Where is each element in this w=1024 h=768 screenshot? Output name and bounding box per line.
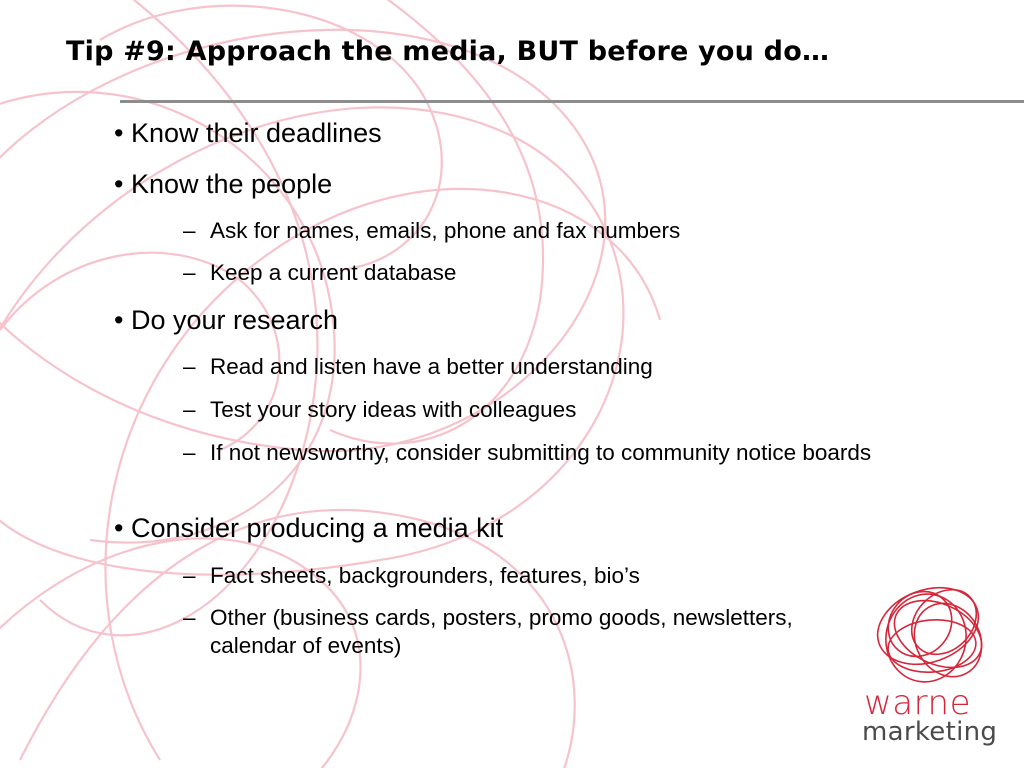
sub-bullet-text: Read and listen have a better understanding <box>210 354 653 379</box>
sub-bullet-text: Ask for names, emails, phone and fax numbers <box>210 218 681 243</box>
dash-marker: – <box>183 397 196 422</box>
sub-bullet <box>183 217 963 245</box>
sub-bullet-text: Other (business cards, posters, promo goods, newsletters, calendar of events) <box>210 605 793 658</box>
sub-bullet-text: Keep a current database <box>210 260 457 285</box>
sub-bullet <box>183 396 963 424</box>
sub-bullet <box>183 439 963 467</box>
dash-marker: – <box>183 605 196 630</box>
sub-bullet <box>183 562 963 590</box>
dash-marker: – <box>183 218 196 243</box>
sub-bullet <box>183 353 963 381</box>
bullet-do-research: • Do your research <box>114 305 339 335</box>
dash-marker: – <box>183 440 196 465</box>
bullet-media-kit: • Consider producing a media kit <box>114 513 504 543</box>
dash-marker: – <box>183 354 196 379</box>
bullet-know-people: • Know the people <box>114 169 333 199</box>
sub-bullet-text: If not newsworthy, consider submitting to community notice boards <box>210 440 872 465</box>
slide-title: Tip #9: Approach the media, BUT before you do… <box>66 36 830 67</box>
dash-marker: – <box>183 260 196 285</box>
sub-bullet <box>183 259 963 287</box>
sub-bullet-text: Test your story ideas with colleagues <box>210 397 577 422</box>
dash-marker: – <box>183 563 196 588</box>
logo-wordmark-warne: warne <box>864 683 971 723</box>
bullet-know-deadlines: • Know their deadlines <box>114 118 382 148</box>
sub-bullet-text: Fact sheets, backgrounders, features, bio’s <box>210 563 640 588</box>
sub-bullet <box>183 604 803 660</box>
logo-wordmark-marketing: marketing <box>862 717 998 747</box>
